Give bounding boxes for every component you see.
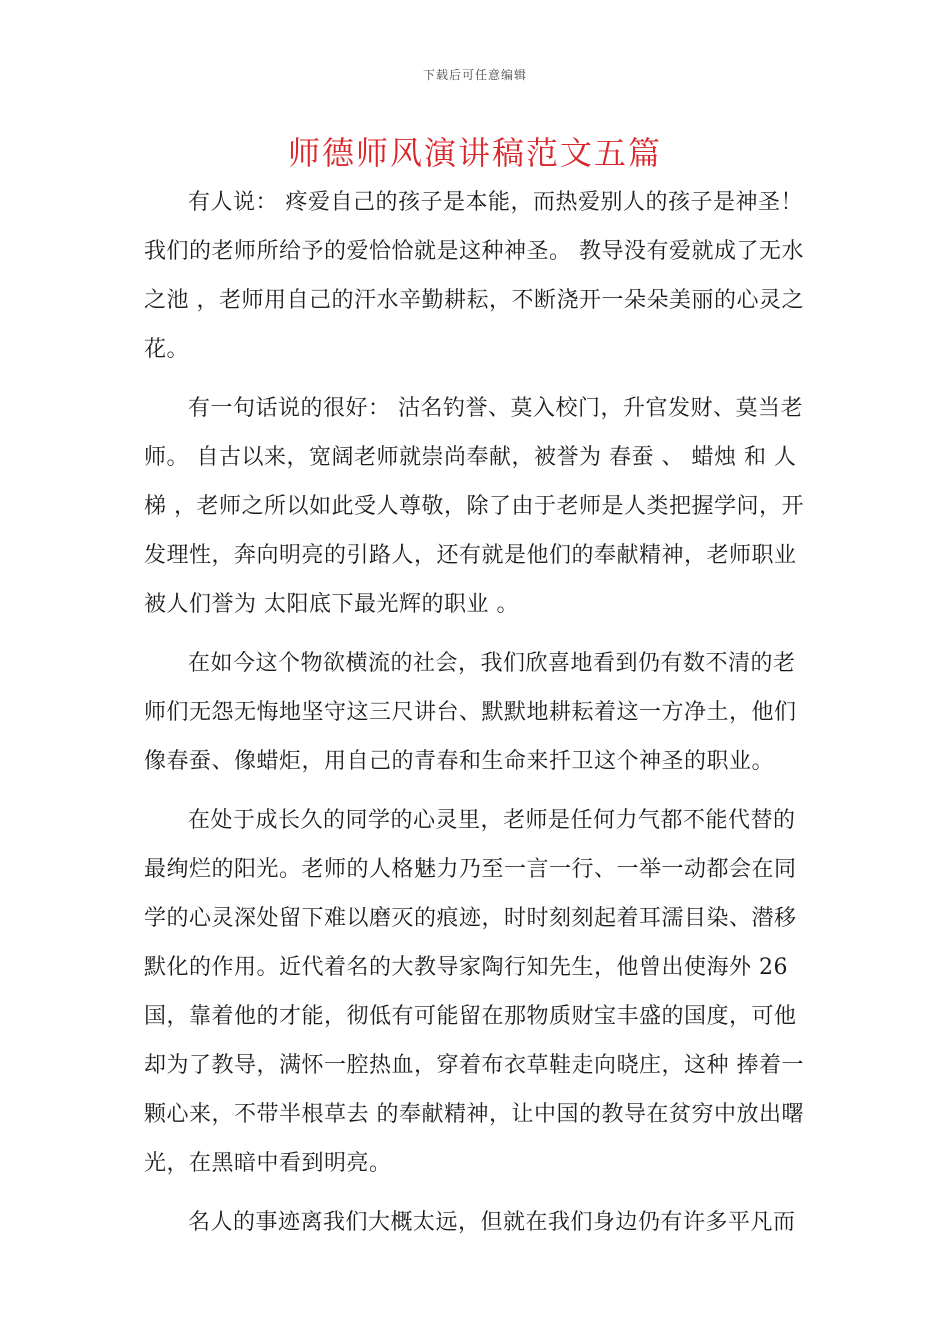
paragraph-2: 有一句话说的很好： 沽名钓誉、莫入校门，升官发财、莫当老师。 自古以来，宽阔老师就崇尚奉献，被誉为 春蚕 、 蜡烛 和 人梯 ，老师之所以如此受人尊敬，除了由于老师是人类把握学问，开发理性，奔向明亮的引路人，还有就是他们的奉献精神，老师职业被人们誉为 太阳底下最光辉的职业 。 bbox=[144, 396, 804, 617]
document-title: 师德师风演讲稿范文五篇 bbox=[287, 134, 662, 172]
header-note: 下载后可任意编辑 bbox=[422, 68, 527, 82]
paragraph-5: 名人的事迹离我们大概太远，但就在我们身边仍有许多平凡而 bbox=[188, 1210, 796, 1235]
paragraph-1: 有人说： 疼爱自己的孩子是本能，而热爱别人的孩子是神圣！我们的老师所给予的爱恰恰就是这种神圣。 教导没有爱就成了无水之池 ，老师用自己的汗水辛勤耕耘，不断浇开一朵朵美丽的心灵之花。 bbox=[144, 190, 804, 362]
paragraph-4: 在处于成长久的同学的心灵里，老师是任何力气都不能代替的最绚烂的阳光。老师的人格魅力乃至一言一行、一举一动都会在同学的心灵深处留下难以磨灭的痕迹，时时刻刻起着耳濡目染、潜移默化的作用。近代着名的大教导家陶行知先生，他曾出使海外 26 国，靠着他的才能，彻低有可能留在那物质财宝丰盛的国度，可他却为了教导，满怀一腔热血，穿着布衣草鞋走向晓庄，这种 捧着一颗心来，不带半根草去 的奉献精神，让中国的教导在贫穷中放出曙光，在黑暗中看到明亮。 bbox=[144, 808, 804, 1176]
document-body bbox=[144, 178, 814, 1247]
paragraph-3: 在如今这个物欲横流的社会，我们欣喜地看到仍有数不清的老师们无怨无悔地坚守这三尺讲台、默默地耕耘着这一方净土，他们像春蚕、像蜡炬，用自己的青春和生命来扦卫这个神圣的职业。 bbox=[144, 651, 797, 774]
